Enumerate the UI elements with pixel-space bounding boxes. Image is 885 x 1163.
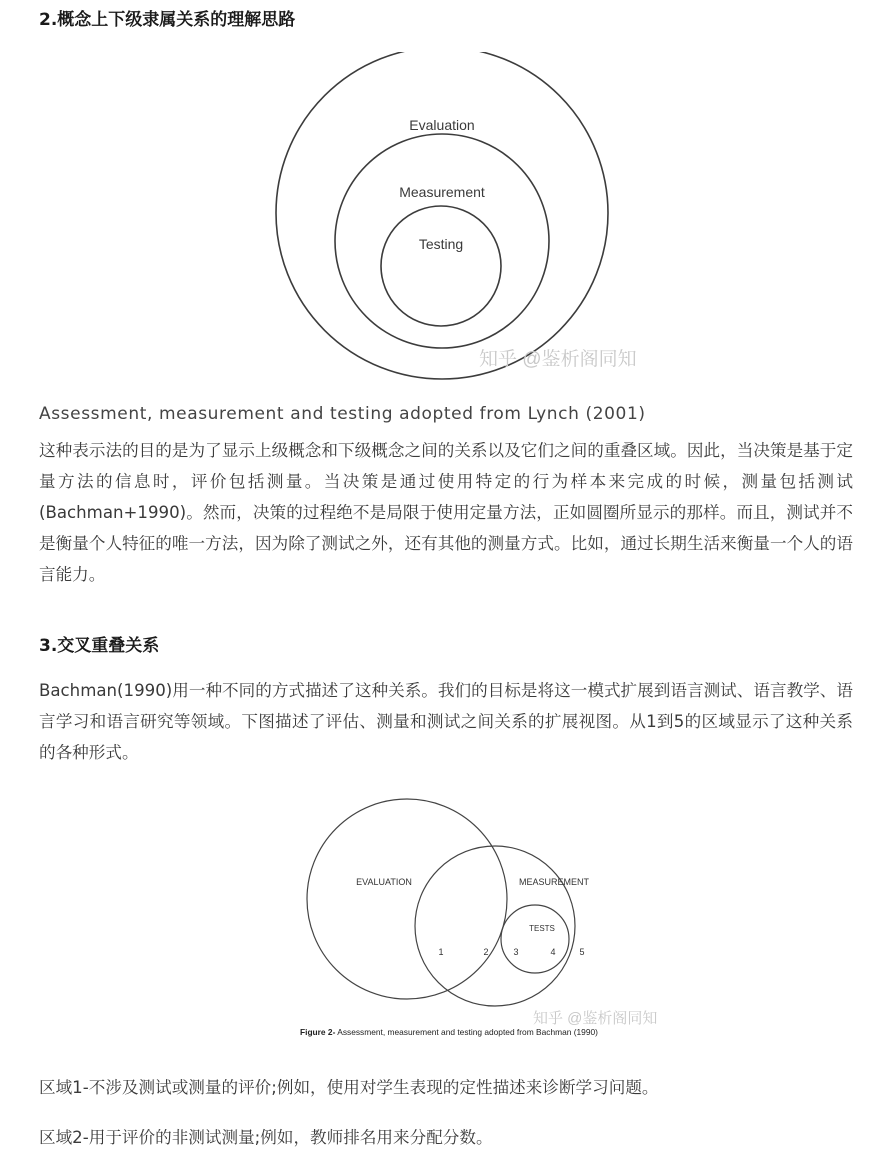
area-3-label: 3 [513,947,519,957]
paragraph: 区域2-用于评价的非测试测量;例如，教师排名用来分配分数。 [39,1128,493,1147]
paragraph: 这种表示法的目的是为了显示上级概念和下级概念之间的关系以及它们之间的重叠区域。因此，当决策是基于定量方法的信息时，评价包括测量。当决策是通过使用特定的行为样本来完成的时候，测量包括测试(Bachman+1990)。然而，决策的过程绝不是局限于使用定量方法，正如圆圈所显示的那样。而且，测试并不是衡量个人特征的唯一方法，因为除了测试之外，还有其他的测量方式。比如，通过长期生活来衡量一个人的语言能力。 [39,441,853,584]
testing-circle [381,206,501,326]
area-1-label: 1 [438,947,444,957]
tests-circle [501,905,569,973]
paragraph: 区域1-不涉及测试或测量的评价;例如，使用对学生表现的定性描述来诊断学习问题。 [39,1078,659,1097]
testing-label: Testing [418,236,464,252]
area-2-label: 2 [483,947,489,957]
figure-2-caption-label: Figure 2- [300,1027,336,1037]
evaluation-circle [307,799,507,999]
nested-circles-figure [269,52,653,382]
evaluation-label: Evaluation [409,117,475,133]
venn-diagram [297,795,671,1045]
section-2-heading: 2.概念上下级隶属关系的理解思路 [39,10,296,30]
figure-1-caption: Assessment, measurement and testing adopted from Lynch (2001) [39,404,646,424]
evaluation-circle [276,52,608,379]
area-4-label: 4 [550,947,556,957]
tests-label: TESTS [529,924,555,933]
measurement-label: MEASUREMENT [518,877,590,887]
watermark: 知乎 @鉴析阁同知 [533,1010,658,1027]
nested-circles-diagram [269,52,653,382]
figure-2-caption-text: Assessment, measurement and testing adopted from Bachman (1990) [335,1027,598,1037]
watermark: 知乎 @鉴析阁同知 [479,349,637,370]
paragraph: Bachman(1990)用一种不同的方式描述了这种关系。我们的目标是将这一模式扩展到语言测试、语言教学、语言学习和语言研究等领域。下图描述了评估、测量和测试之间关系的扩展视图。从1到5的区域显示了这种关系的各种形式。 [39,681,853,762]
measurement-label: Measurement [399,184,485,200]
area-5-label: 5 [579,947,585,957]
section-3-heading: 3.交叉重叠关系 [39,636,160,656]
evaluation-label: EVALUATION [356,877,412,887]
overlapping-circles-figure [297,795,671,1045]
figure-2-caption [300,1027,598,1037]
